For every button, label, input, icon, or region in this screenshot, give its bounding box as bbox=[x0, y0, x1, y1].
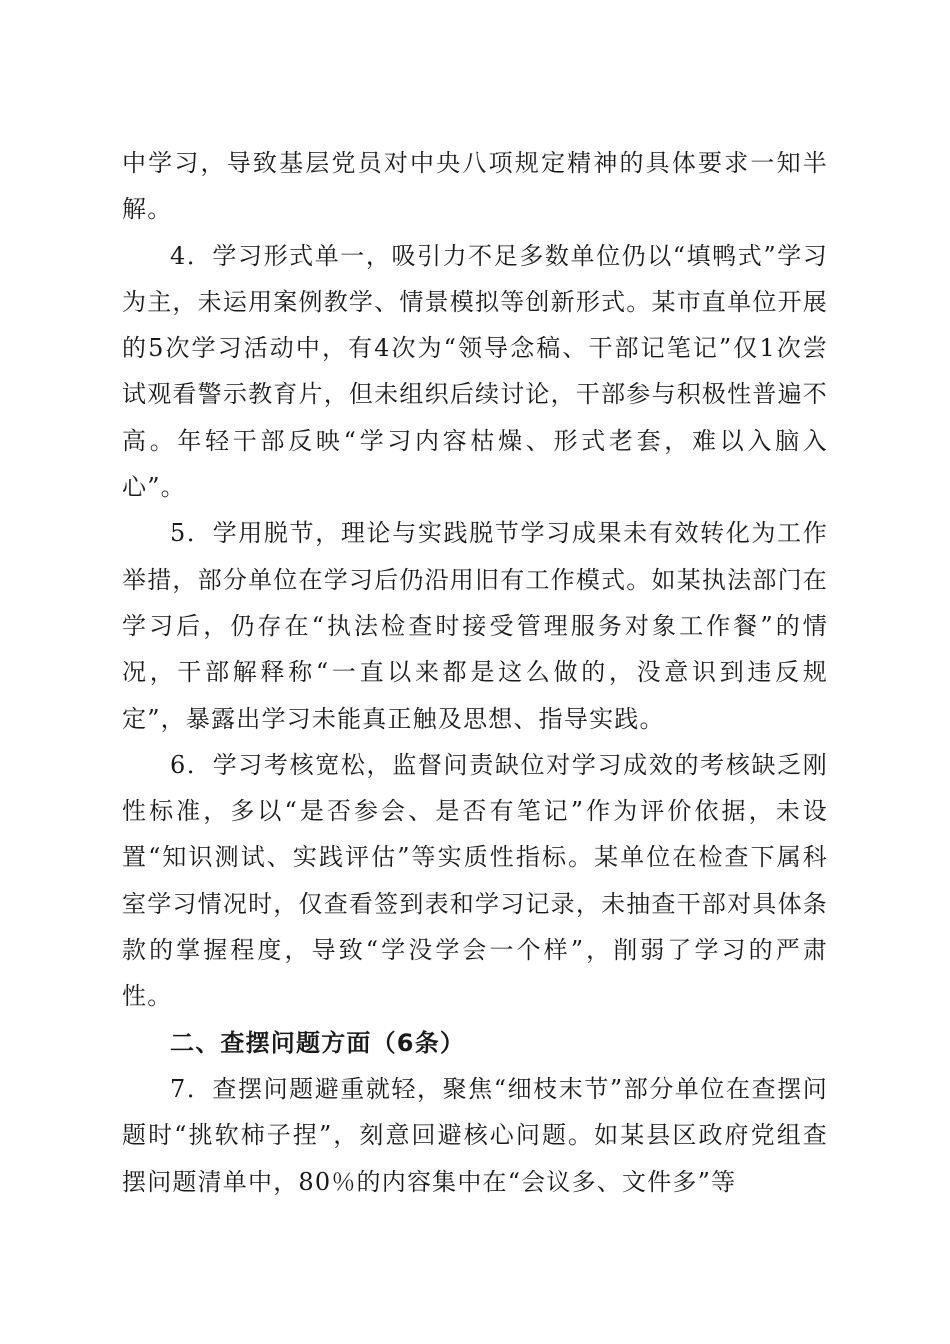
paragraph-item-7: 7．查摆问题避重就轻，聚焦“细枝末节”部分单位在查摆问题时“挑软柿子捏”，刻意回避核心问题。如某县区政府党组查摆问题清单中，80％的内容集中在“会议多、文件多”等 bbox=[122, 1074, 828, 1196]
paragraph-item-5: 5．学用脱节，理论与实践脱节学习成果未有效转化为工作举措，部分单位在学习后仍沿用旧有工作模式。如某执法部门在学习后，仍存在“执法检查时接受管理服务对象工作餐”的情况，干部解释称“一直以来都是这么做的，没意识到违反规定”，暴露出学习未能真正触及思想、指导实践。 bbox=[122, 519, 828, 733]
paragraph-continuation: 中学习，导致基层党员对中央八项规定精神的具体要求一知半解。 bbox=[122, 149, 828, 224]
paragraph-item-4: 4．学习形式单一，吸引力不足多数单位仍以“填鸭式”学习为主，未运用案例教学、情景模拟等创新形式。某市直单位开展的5次学习活动中，有4次为“领导念稿、干部记笔记”仅1次尝试观看警示教育片，但未组织后续讨论，干部参与积极性普遍不高。年轻干部反映“学习内容枯燥、形式老套，难以入脑入心”。 bbox=[122, 241, 828, 502]
section-heading: 二、查摆问题方面（6条） bbox=[170, 1028, 466, 1057]
paragraph-item-6: 6．学习考核宽松，监督问责缺位对学习成效的考核缺乏刚性标准，多以“是否参会、是否有笔记”作为评价依据，未设置“知识测试、实践评估”等实质性指标。某单位在检查下属科室学习情况时，仅查看签到表和学习记录，未抽查干部对具体条款的掌握程度，导致“学没学会一个样”，削弱了学习的严肃性。 bbox=[122, 750, 828, 1011]
document-page bbox=[122, 140, 828, 1205]
